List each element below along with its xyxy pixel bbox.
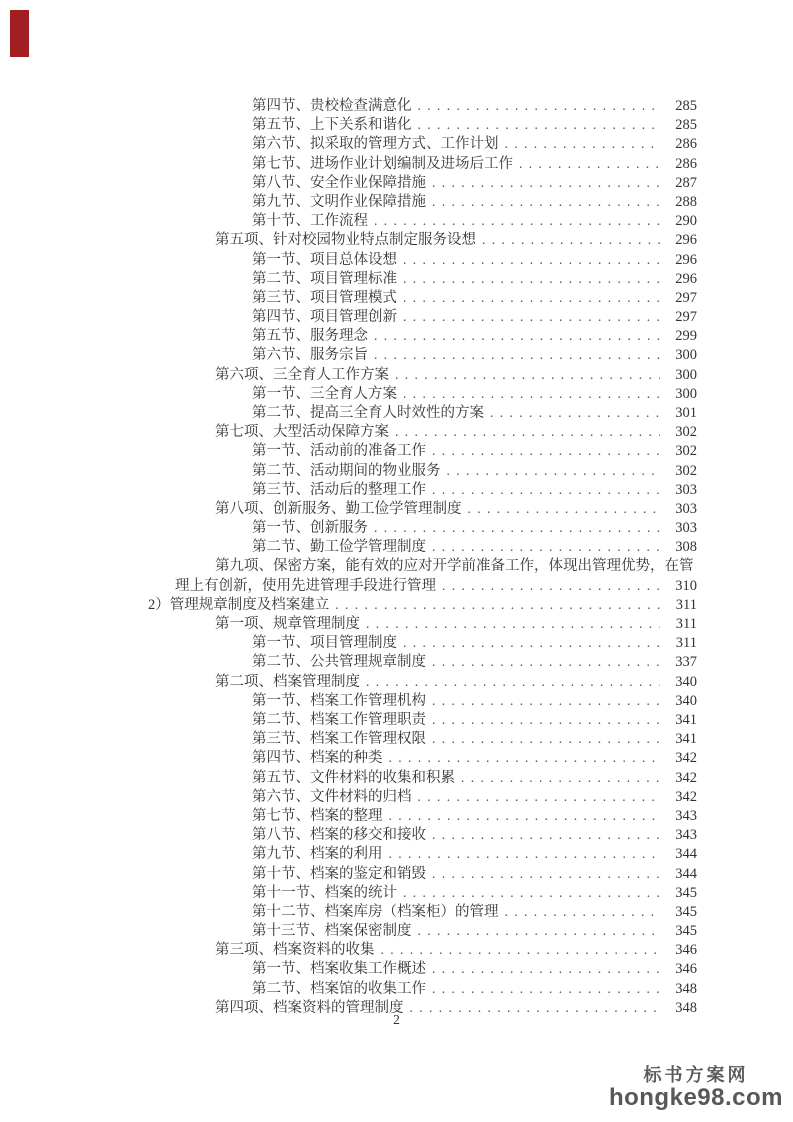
toc-page-number: 345 <box>675 923 697 940</box>
toc-entry <box>96 115 697 134</box>
toc-entry-text: 第一节、活动前的准备工作 <box>252 443 426 460</box>
toc-entry <box>96 710 697 729</box>
toc-entry-text: 第一节、项目总体设想 <box>252 251 397 268</box>
toc-page-number: 300 <box>675 347 697 364</box>
toc-entry <box>96 672 697 691</box>
toc-page-number: 311 <box>675 635 697 652</box>
toc-page-number: 337 <box>675 654 697 671</box>
toc-leader-dots <box>432 192 660 211</box>
toc-entry <box>96 345 697 364</box>
toc-page-number: 340 <box>675 673 697 690</box>
toc-page-number: 311 <box>675 616 697 633</box>
toc-page-number: 342 <box>675 769 697 786</box>
toc-entry-text: 第八节、安全作业保障措施 <box>252 174 426 191</box>
toc-page-number: 286 <box>675 136 697 153</box>
toc-leader-dots <box>389 748 661 767</box>
toc-entry <box>96 576 697 595</box>
toc-entry <box>96 979 697 998</box>
toc-page-number: 302 <box>675 462 697 479</box>
toc-leader-dots <box>432 537 660 556</box>
toc-entry <box>96 652 697 671</box>
toc-leader-dots <box>418 787 661 806</box>
toc-leader-dots <box>442 576 660 595</box>
toc-entry <box>96 614 697 633</box>
toc-entry-text: 第二节、勤工俭学管理制度 <box>252 539 426 556</box>
toc-entry <box>96 480 697 499</box>
toc-page-number: 287 <box>675 174 697 191</box>
page-number: 2 <box>393 1012 400 1027</box>
toc-page-number: 344 <box>675 865 697 882</box>
toc-leader-dots <box>432 691 660 710</box>
toc-entry <box>96 326 697 345</box>
toc-entry <box>96 134 697 153</box>
toc-entry-text: 第三节、项目管理模式 <box>252 289 397 306</box>
toc-leader-dots <box>403 269 660 288</box>
toc-leader-dots <box>395 365 660 384</box>
toc-entry-text: 第二项、档案管理制度 <box>215 673 360 690</box>
toc-entry <box>96 537 697 556</box>
toc-entry <box>96 921 697 940</box>
toc-entry <box>96 902 697 921</box>
toc-leader-dots <box>432 729 660 748</box>
toc-entry <box>96 192 697 211</box>
toc-entry <box>96 518 697 537</box>
toc-entry <box>96 883 697 902</box>
watermark-site-name: 标书方案网 <box>643 1064 749 1085</box>
toc-entry <box>96 307 697 326</box>
toc-page-number: 343 <box>675 827 697 844</box>
toc-entry <box>96 787 697 806</box>
toc-entry <box>96 748 697 767</box>
toc-leader-dots <box>505 902 661 921</box>
toc-entry-text: 第一项、规章管理制度 <box>215 616 360 633</box>
toc-entry-text: 第二节、活动期间的物业服务 <box>252 462 441 479</box>
toc-leader-dots <box>403 633 660 652</box>
toc-leader-dots <box>418 115 661 134</box>
toc-entry-text: 第七节、进场作业计划编制及进场后工作 <box>252 155 513 172</box>
toc-page-number: 302 <box>675 424 697 441</box>
toc-leader-dots <box>432 864 660 883</box>
toc-page-number: 286 <box>675 155 697 172</box>
toc-page-number: 344 <box>675 846 697 863</box>
toc-leader-dots <box>403 384 660 403</box>
toc-page-number: 345 <box>675 884 697 901</box>
toc-page-number: 345 <box>675 903 697 920</box>
toc-leader-dots <box>403 288 660 307</box>
toc-leader-dots <box>447 461 661 480</box>
toc-entry <box>96 940 697 959</box>
toc-page-number: 290 <box>675 213 697 230</box>
toc-leader-dots <box>468 499 661 518</box>
toc-entry-text: 第六节、文件材料的归档 <box>252 788 412 805</box>
toc-entry-text: 第三节、活动后的整理工作 <box>252 481 426 498</box>
toc-leader-dots <box>403 307 660 326</box>
toc-page-number: 297 <box>675 289 697 306</box>
toc-entry <box>96 441 697 460</box>
toc-page-number: 296 <box>675 251 697 268</box>
toc-entry <box>96 768 697 787</box>
toc-page-number: 341 <box>675 731 697 748</box>
toc-entry <box>96 729 697 748</box>
toc-leader-dots <box>432 652 660 671</box>
toc-entry-text: 第四节、项目管理创新 <box>252 309 397 326</box>
toc-leader-dots <box>374 345 660 364</box>
toc-leader-dots <box>389 844 661 863</box>
toc-entry-text: 第一节、档案收集工作概述 <box>252 961 426 978</box>
toc-entry <box>96 250 697 269</box>
toc-entry <box>96 384 697 403</box>
toc-entry <box>96 96 697 115</box>
toc-leader-dots <box>418 96 661 115</box>
toc-leader-dots <box>418 921 661 940</box>
toc-leader-dots <box>432 825 660 844</box>
toc-leader-dots <box>374 211 660 230</box>
toc-leader-dots <box>432 480 660 499</box>
toc-entry-text: 2）管理规章制度及档案建立 <box>148 596 330 613</box>
toc-entry-text: 第二节、档案工作管理职责 <box>252 712 426 728</box>
toc-entry <box>96 288 697 307</box>
toc-entry <box>96 230 697 249</box>
toc-page-number: 303 <box>675 481 697 498</box>
toc-leader-dots <box>432 979 660 998</box>
toc-leader-dots <box>432 710 660 729</box>
toc-page-number: 343 <box>675 807 697 824</box>
toc-page-number: 285 <box>675 117 697 134</box>
toc-entry-text: 第四节、档案的种类 <box>252 750 383 767</box>
toc-leader-dots <box>389 806 661 825</box>
toc-entry <box>96 691 697 710</box>
toc-entry <box>96 825 697 844</box>
watermark-site-url: hongke98.com <box>608 1083 783 1111</box>
toc-leader-dots <box>482 230 660 249</box>
toc-entry-text: 第七项、大型活动保障方案 <box>215 424 389 441</box>
toc-entry-text: 第八项、创新服务、勤工俭学管理制度 <box>215 500 462 517</box>
toc-entry <box>96 595 697 614</box>
toc-entry-text: 第三节、档案工作管理权限 <box>252 731 426 748</box>
toc-leader-dots <box>366 672 660 691</box>
toc-entry-text: 第十节、档案的鉴定和销毁 <box>252 865 426 882</box>
toc-page-number: 341 <box>675 712 697 728</box>
toc-entry <box>96 806 697 825</box>
toc-entry-text: 第九节、档案的利用 <box>252 846 383 863</box>
toc-leader-dots <box>395 422 660 441</box>
toc-leader-dots <box>519 154 660 173</box>
toc-page-number: 310 <box>675 577 697 594</box>
toc-entry-text: 第二节、档案馆的收集工作 <box>252 980 426 997</box>
toc-entry-text: 第二节、项目管理标准 <box>252 270 397 287</box>
toc-entry-text: 第四节、贵校检查满意化 <box>252 98 412 114</box>
toc-entry <box>96 154 697 173</box>
toc-leader-dots <box>366 614 660 633</box>
toc-entry-text: 第七节、档案的整理 <box>252 807 383 824</box>
toc-entry-text: 第一节、三全育人方案 <box>252 385 397 402</box>
toc-leader-dots <box>374 326 660 345</box>
toc-leader-dots <box>403 883 660 902</box>
toc-entry-text: 第六节、服务宗旨 <box>252 347 368 364</box>
toc-entry <box>96 864 697 883</box>
toc-page-number: 342 <box>675 750 697 767</box>
watermark <box>609 1066 783 1110</box>
toc-page-number: 346 <box>675 942 697 959</box>
toc-leader-dots <box>432 441 660 460</box>
toc-entry-text: 第九项、保密方案，能有效的应对开学前准备工作，体现出管理优势，在管 <box>215 557 694 574</box>
table-of-contents <box>96 96 697 1017</box>
toc-page-number: 303 <box>675 520 697 537</box>
toc-entry <box>96 557 697 576</box>
toc-entry-text: 第十三节、档案保密制度 <box>252 923 412 940</box>
toc-page-number: 342 <box>675 788 697 805</box>
toc-page-number: 348 <box>675 980 697 997</box>
toc-entry-text: 第五项、针对校园物业特点制定服务设想 <box>215 232 476 249</box>
toc-entry-text: 第六节、拟采取的管理方式、工作计划 <box>252 136 499 153</box>
toc-entry-text: 第六项、三全育人工作方案 <box>215 366 389 383</box>
toc-entry <box>96 499 697 518</box>
toc-entry-text: 第三项、档案资料的收集 <box>215 942 375 959</box>
toc-leader-dots <box>403 250 660 269</box>
toc-page-number: 348 <box>675 999 697 1016</box>
toc-entry <box>96 403 697 422</box>
toc-page-number: 303 <box>675 500 697 517</box>
toc-entry-text: 第十二节、档案库房（档案柜）的管理 <box>252 903 499 920</box>
toc-leader-dots <box>335 595 660 614</box>
toc-entry-text: 第五节、上下关系和谐化 <box>252 117 412 134</box>
toc-entry-text: 第五节、文件材料的收集和积累 <box>252 769 455 786</box>
toc-leader-dots <box>505 134 661 153</box>
toc-entry <box>96 211 697 230</box>
toc-page-number: 296 <box>675 270 697 287</box>
toc-page-number: 311 <box>675 596 697 613</box>
toc-leader-dots <box>381 940 661 959</box>
toc-page-number: 301 <box>675 405 697 421</box>
toc-page-number: 302 <box>675 443 697 460</box>
toc-entry-text: 第二节、公共管理规章制度 <box>252 654 426 671</box>
toc-leader-dots <box>432 959 660 978</box>
toc-leader-dots <box>461 768 660 787</box>
toc-leader-dots <box>374 518 660 537</box>
toc-entry-text: 第十节、工作流程 <box>252 213 368 230</box>
toc-entry-text: 理上有创新，使用先进管理手段进行管理 <box>175 577 436 594</box>
toc-page-number: 300 <box>675 366 697 383</box>
toc-entry <box>96 633 697 652</box>
toc-entry <box>96 959 697 978</box>
toc-page-number: 285 <box>675 98 697 114</box>
toc-page-number: 297 <box>675 309 697 326</box>
toc-entry-text: 第一节、档案工作管理机构 <box>252 692 426 709</box>
toc-entry-text: 第十一节、档案的统计 <box>252 884 397 901</box>
toc-entry-text: 第一节、创新服务 <box>252 520 368 537</box>
toc-entry-text: 第五节、服务理念 <box>252 328 368 345</box>
toc-page-number: 346 <box>675 961 697 978</box>
toc-entry <box>96 269 697 288</box>
toc-leader-dots <box>490 403 660 422</box>
toc-entry <box>96 844 697 863</box>
toc-entry-text: 第九节、文明作业保障措施 <box>252 193 426 210</box>
red-corner-mark <box>10 10 29 57</box>
toc-page-number: 308 <box>675 539 697 556</box>
toc-leader-dots <box>432 173 660 192</box>
toc-entry-text: 第一节、项目管理制度 <box>252 635 397 652</box>
toc-page-number: 288 <box>675 193 697 210</box>
toc-page-number: 340 <box>675 692 697 709</box>
toc-entry-text: 第四项、档案资料的管理制度 <box>215 999 404 1016</box>
toc-entry <box>96 422 697 441</box>
toc-entry-text: 第八节、档案的移交和接收 <box>252 827 426 844</box>
toc-entry <box>96 365 697 384</box>
toc-page-number: 300 <box>675 385 697 402</box>
toc-entry <box>96 461 697 480</box>
toc-page-number: 299 <box>675 328 697 345</box>
toc-entry <box>96 173 697 192</box>
toc-entry-text: 第二节、提高三全育人时效性的方案 <box>252 405 484 421</box>
toc-page-number: 296 <box>675 232 697 249</box>
